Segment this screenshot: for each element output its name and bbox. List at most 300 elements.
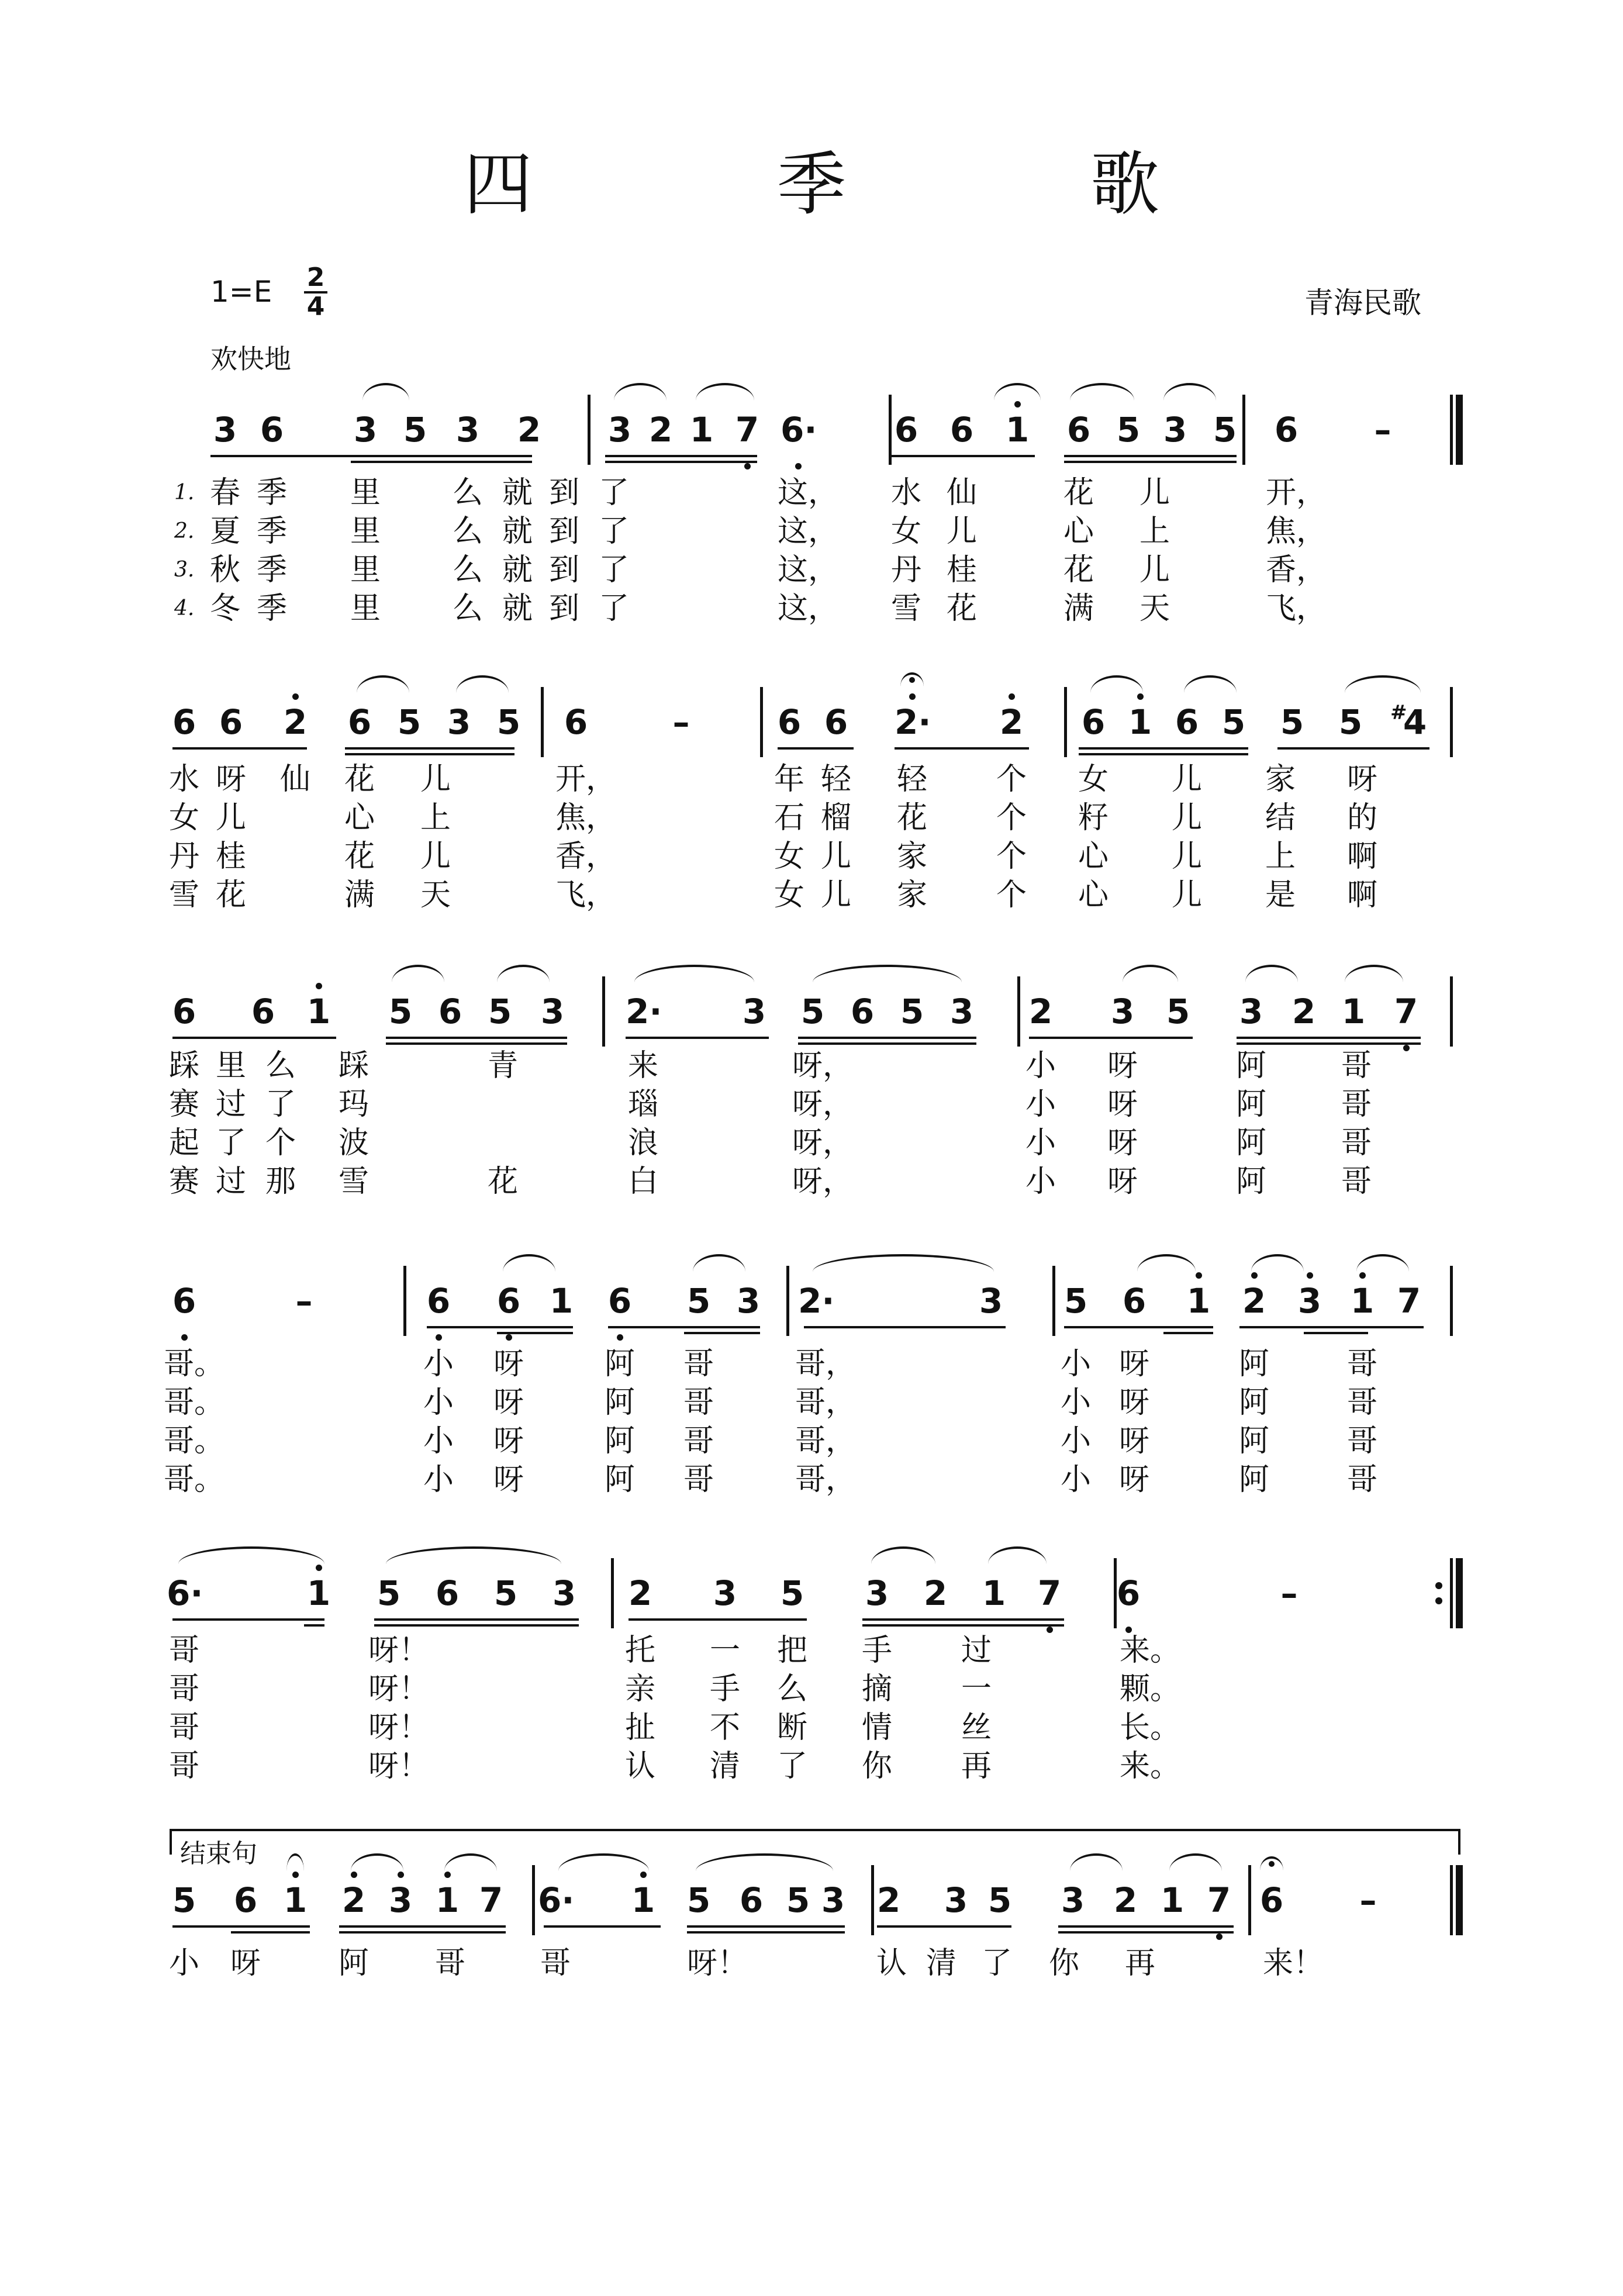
lyric-line (0, 1345, 1623, 1383)
lyric-char: 上 (1265, 839, 1296, 874)
octave-dot-above (1196, 1272, 1202, 1279)
beam-underline (172, 1925, 310, 1928)
lyric-char: 了 (981, 1946, 1012, 1981)
beam-underline (629, 1618, 807, 1621)
note: 6 (421, 1280, 456, 1321)
lyric-char: 呀！ (368, 1672, 430, 1707)
lyric-char: 里 (215, 1048, 246, 1083)
lyric-char: 阿 (604, 1346, 635, 1382)
lyric-char: 儿 (820, 839, 851, 874)
lyric-char: 丝 (961, 1710, 992, 1745)
lyric-char: 季 (256, 475, 287, 510)
note: 2· (626, 992, 662, 1031)
lyric-char: 上 (1139, 514, 1170, 549)
lyric-char: 了 (215, 1125, 246, 1161)
lyric-char: 花 (896, 800, 927, 835)
octave-dot-above (316, 983, 322, 989)
lyric-char: 这， (778, 553, 839, 588)
note: 5 (780, 1573, 804, 1613)
lyric-char: 女 (1078, 762, 1109, 797)
bar-line (1450, 976, 1453, 1047)
beam-underline (895, 747, 1029, 750)
octave-dot-above (1307, 1272, 1313, 1279)
note: 1 (1181, 1280, 1216, 1321)
lyric-char: 小 (1025, 1048, 1056, 1083)
lyric-char: 呀 (493, 1462, 524, 1497)
note: 5 (493, 1573, 518, 1613)
note: 5 (1063, 1281, 1088, 1321)
slur-arc (813, 1254, 994, 1272)
lyric-char: 花 (946, 591, 977, 626)
repeat-dot (1435, 1597, 1442, 1604)
lyric-char: 呀， (792, 1048, 854, 1083)
lyric-char: 秋 (209, 553, 240, 588)
note: 3 (455, 410, 480, 450)
slur-arc (693, 1254, 745, 1272)
note: 3 (1110, 992, 1135, 1031)
lyric-char: 波 (338, 1125, 369, 1161)
lyric-char: 手 (709, 1672, 740, 1707)
note: 6· (781, 409, 816, 450)
lyric-char: 把 (776, 1633, 807, 1668)
note: 6 (1111, 1573, 1146, 1614)
beam-underline-double (374, 1624, 579, 1627)
octave-dot-below (436, 1334, 442, 1341)
lyric-char: 青 (487, 1048, 518, 1083)
lyric-line (0, 760, 1623, 799)
octave-dot-above (1251, 1272, 1258, 1279)
lyric-char: 阿 (604, 1424, 635, 1459)
slur-arc (696, 1853, 833, 1871)
lyric-char: 哥 (683, 1346, 714, 1382)
note: 7 (1032, 1573, 1067, 1614)
beam-underline-double (386, 1042, 567, 1045)
note: 2 (517, 410, 541, 450)
lyric-char: 哥 (1346, 1346, 1377, 1382)
verse-number: 3. (174, 558, 195, 582)
octave-dot-above (292, 693, 299, 700)
beam-underline (1237, 1037, 1421, 1039)
beam-underline (862, 1618, 1064, 1621)
lyric-line (0, 512, 1623, 551)
beam-underline-double (1064, 461, 1237, 463)
lyric-char: 清 (709, 1749, 740, 1784)
beam-underline-double (687, 1931, 845, 1934)
note: 3 (1239, 992, 1263, 1031)
lyric-char: 么 (452, 475, 483, 510)
note: 6 (167, 1280, 202, 1321)
slur-arc (1090, 675, 1143, 693)
lyric-char: 哥， (795, 1424, 857, 1459)
beam-underline (427, 1326, 573, 1328)
slur-arc (1356, 1254, 1409, 1272)
note: 2 (876, 1880, 901, 1920)
note: 5 (1166, 992, 1190, 1031)
lyric-char: 阿 (1238, 1424, 1269, 1459)
beam-underline (544, 1925, 661, 1928)
key-signature: 1=E (210, 275, 272, 309)
lyric-char: 个 (265, 1125, 296, 1161)
beam-underline (877, 1925, 1011, 1928)
lyric-char: 儿 (215, 800, 246, 835)
lyric-char: 花 (1063, 475, 1094, 510)
lyric-char: 呀 (230, 1946, 261, 1981)
slur-arc (988, 1546, 1047, 1564)
note: 6· (538, 1880, 575, 1920)
note: 2 (1028, 992, 1053, 1031)
lyric-char: 结 (1265, 800, 1296, 835)
beam-underline-double (304, 1624, 324, 1627)
slur-arc (1137, 1254, 1196, 1272)
beam-underline-double (1058, 1931, 1234, 1934)
slur-arc (1184, 675, 1237, 693)
beam-underline-double (351, 461, 532, 463)
note: 6 (491, 1280, 526, 1321)
note: 6 (602, 1280, 637, 1321)
bar-line (760, 687, 763, 757)
beam-underline-double (1237, 1042, 1421, 1045)
note: 3 (944, 1880, 968, 1920)
lyric-char: 颗。 (1120, 1672, 1181, 1707)
lyric-char: 年 (773, 762, 804, 797)
lyric-char: 女 (773, 878, 804, 913)
lyric-char: 么 (452, 514, 483, 549)
note: 6 (172, 702, 196, 742)
lyric-char: 春 (209, 475, 240, 510)
bar-line (602, 976, 605, 1047)
lyric-char: 来。 (1120, 1633, 1181, 1668)
lyric-char: 小 (423, 1385, 454, 1420)
lyric-char: 雪 (168, 878, 199, 913)
lyric-char: 呀， (792, 1087, 854, 1122)
slur-arc (1345, 675, 1421, 693)
note: 5 (1116, 410, 1141, 450)
note: 1 (1341, 992, 1366, 1031)
bar-line (1114, 1558, 1117, 1628)
note: 6 (1274, 410, 1299, 450)
beam-underline (172, 1618, 324, 1621)
lyric-char: 雪 (338, 1164, 369, 1199)
lyric-line (0, 1047, 1623, 1085)
note: – (1374, 410, 1391, 450)
lyric-char: 来。 (1120, 1749, 1181, 1784)
slur-arc (351, 1853, 403, 1871)
lyric-char: 瑙 (627, 1087, 658, 1122)
lyric-char: 香， (555, 839, 617, 874)
lyric-char: 小 (1025, 1164, 1056, 1199)
lyric-char: 哥， (795, 1462, 857, 1497)
note: 1 (1000, 409, 1035, 450)
beam-underline-double (1163, 1332, 1213, 1334)
lyric-char: 呀 (1107, 1048, 1138, 1083)
lyric-char: 花 (487, 1164, 518, 1199)
lyric-char: 哥 (1346, 1462, 1377, 1497)
lyric-char: 过 (215, 1164, 246, 1199)
lyric-char: 这， (778, 475, 839, 510)
beam-underline (605, 455, 757, 457)
note: 3 (979, 1281, 1003, 1321)
lyric-char: 季 (256, 591, 287, 626)
lyric-line (0, 1670, 1623, 1708)
beam-underline (1064, 455, 1237, 457)
lyric-char: 哥， (795, 1346, 857, 1382)
lyric-char: 这， (778, 514, 839, 549)
note: 3 (552, 1573, 576, 1613)
bar-line (1017, 976, 1020, 1047)
slur-arc (696, 383, 754, 400)
octave-dot-above (1014, 401, 1021, 408)
lyric-char: 清 (926, 1946, 956, 1981)
lyric-char: 呀 (1118, 1462, 1149, 1497)
note: 1 (1160, 1880, 1185, 1920)
lyric-char: 哥。 (164, 1346, 225, 1382)
note: 1 (1123, 702, 1158, 743)
lyric-char: 啊 (1346, 839, 1377, 874)
lyric-line (0, 1944, 1623, 1983)
note: 3 (742, 992, 766, 1031)
lyric-char: 再 (1124, 1946, 1155, 1981)
lyric-char: 了 (598, 475, 629, 510)
lyric-char: 满 (344, 878, 375, 913)
note: 5 (686, 1281, 711, 1321)
beam-underline (386, 1037, 567, 1039)
lyric-char: 小 (423, 1462, 454, 1497)
slur-arc (813, 965, 962, 982)
note: 6 (824, 702, 848, 742)
note: 3 (607, 410, 632, 450)
lyric-char: 个 (996, 878, 1027, 913)
lyric-line (0, 1162, 1623, 1201)
note: 3 (736, 1281, 761, 1321)
note: 1 (689, 410, 714, 450)
bar-line (1450, 1266, 1453, 1336)
lyric-char: 阿 (1235, 1087, 1266, 1122)
lyric-char: 呀 (1118, 1346, 1149, 1382)
lyric-char: 手 (861, 1633, 892, 1668)
lyric-char: 啊 (1346, 878, 1377, 913)
note: 6 (435, 1573, 460, 1613)
bar-line (1242, 395, 1245, 465)
note: 5 (987, 1880, 1012, 1920)
lyric-char: 了 (265, 1087, 296, 1122)
lyric-char: 到 (548, 591, 579, 626)
verse-number: 4. (174, 596, 195, 620)
lyric-char: 家 (896, 839, 927, 874)
beam-underline (345, 747, 514, 750)
lyric-char: 摘 (861, 1672, 892, 1707)
lyric-char: 就 (502, 553, 533, 588)
lyric-char: 小 (1025, 1125, 1056, 1161)
beam-underline (210, 455, 532, 457)
note: 6 (347, 702, 372, 742)
lyric-char: 呀 (1118, 1385, 1149, 1420)
octave-dot-below (506, 1334, 512, 1341)
note: 7 (730, 409, 765, 450)
lyric-char: 哥 (434, 1946, 465, 1981)
note: 3 (1292, 1280, 1327, 1321)
lyric-char: 赛 (168, 1087, 199, 1122)
lyric-char: 浪 (627, 1125, 658, 1161)
lyric-char: 了 (598, 591, 629, 626)
final-bar-line (1456, 395, 1463, 465)
octave-dot-above (292, 1872, 299, 1878)
slur-arc (1070, 383, 1134, 400)
note: 2 (1113, 1880, 1138, 1920)
lyric-char: 桂 (946, 553, 977, 588)
octave-dot-above (444, 1872, 451, 1878)
lyric-char: 阿 (1235, 1048, 1266, 1083)
octave-dot-above (1359, 1272, 1366, 1279)
octave-dot-below (795, 463, 802, 469)
lyric-char: 季 (256, 553, 287, 588)
lyric-char: 哥 (1341, 1125, 1372, 1161)
bar-line (611, 1558, 614, 1628)
lyric-char: 丹 (890, 553, 921, 588)
note: 6 (1122, 1281, 1147, 1321)
slur-arc (444, 1853, 497, 1871)
lyric-char: 呀！ (368, 1710, 430, 1745)
note: 5 (1213, 410, 1237, 450)
coda-label: 结束句 (180, 1839, 257, 1869)
lyric-char: 呀， (792, 1125, 854, 1161)
lyric-char: 个 (996, 839, 1027, 874)
note: 6 (251, 992, 275, 1031)
slur-arc (994, 383, 1041, 400)
lyric-char: 花 (215, 878, 246, 913)
slur-arc (614, 383, 667, 400)
lyric-char: 了 (598, 553, 629, 588)
slur-arc (286, 1853, 304, 1871)
note: 5 (686, 1880, 711, 1920)
beam-underline-double (798, 1042, 976, 1045)
lyric-line (0, 1631, 1623, 1670)
note: 5 (388, 992, 413, 1031)
lyric-char: 儿 (1171, 878, 1202, 913)
verse-number: 1. (174, 481, 195, 505)
note: 1 (549, 1281, 574, 1321)
note: 3 (383, 1880, 418, 1921)
note: 5 (786, 1880, 810, 1920)
note: 5 (377, 1573, 401, 1613)
note: 6 (260, 410, 284, 450)
time-signature (304, 264, 327, 320)
note: 2 (336, 1880, 371, 1921)
lyric-char: 哥 (683, 1424, 714, 1459)
lyric-line (0, 474, 1623, 512)
lyric-char: 不 (709, 1710, 740, 1745)
lyric-char: 籽 (1078, 800, 1109, 835)
slur-arc (386, 1546, 561, 1564)
note: 6· (167, 1573, 203, 1613)
note: 3 (1061, 1880, 1085, 1920)
note: 1 (301, 1573, 336, 1614)
fermata (1260, 1856, 1283, 1870)
song-source: 青海民歌 (1304, 286, 1421, 320)
lyric-char: 到 (548, 553, 579, 588)
note: 2 (923, 1573, 948, 1613)
bar-line (588, 395, 591, 465)
lyric-line (0, 1383, 1623, 1422)
note: 2 (278, 702, 313, 743)
coda-bracket (170, 1829, 1460, 1869)
lyric-char: 过 (961, 1633, 992, 1668)
lyric-char: 里 (350, 514, 381, 549)
lyric-char: 玛 (338, 1087, 369, 1122)
lyric-char: 呀 (1107, 1087, 1138, 1122)
slur-arc (178, 1546, 324, 1564)
lyric-char: 家 (896, 878, 927, 913)
note: 6 (1081, 702, 1106, 742)
slur-arc (503, 1254, 555, 1272)
note: 3 (713, 1573, 737, 1613)
lyric-char: 阿 (1238, 1385, 1269, 1420)
octave-dot-above (909, 693, 916, 700)
bar-line (1052, 1266, 1055, 1336)
note: 2· (895, 702, 930, 743)
note: 6 (1175, 702, 1199, 742)
note: 6 (739, 1880, 764, 1920)
lyric-line (0, 551, 1623, 589)
final-bar-line (1456, 1558, 1463, 1628)
note: – (672, 702, 690, 742)
lyric-char: 儿 (1139, 475, 1170, 510)
tempo-marking: 欢快地 (210, 343, 291, 375)
time-signature-top: 2 (306, 263, 325, 292)
lyric-line (0, 1085, 1623, 1124)
note: 2 (648, 410, 673, 450)
note: 5 (1338, 702, 1363, 742)
lyric-char: 呀！ (687, 1946, 748, 1981)
note: 6 (894, 410, 918, 450)
lyric-char: 踩 (338, 1048, 369, 1083)
lyric-char: 水 (168, 762, 199, 797)
lyric-char: 哥， (795, 1385, 857, 1420)
lyric-char: 小 (1060, 1424, 1091, 1459)
lyric-char: 心 (1078, 839, 1109, 874)
beam-underline (1058, 1925, 1234, 1928)
note: 3 (949, 992, 974, 1031)
lyric-char: 一 (709, 1633, 740, 1668)
octave-dot-below (617, 1334, 623, 1341)
lyric-char: 呀， (792, 1164, 854, 1199)
note: 7 (479, 1880, 503, 1920)
accidental-sharp: # (1390, 701, 1407, 724)
lyric-char: 夏 (209, 514, 240, 549)
lyric-char: 里 (350, 475, 381, 510)
lyric-char: 阿 (1238, 1462, 1269, 1497)
lyric-char: 阿 (1238, 1346, 1269, 1382)
lyric-char: 认 (624, 1749, 655, 1784)
note: 6 (777, 702, 802, 742)
lyric-char: 么 (776, 1672, 807, 1707)
lyric-char: 小 (1060, 1346, 1091, 1382)
note: 2· (798, 1281, 835, 1321)
lyric-char: 的 (1346, 800, 1377, 835)
lyric-char: 是 (1265, 878, 1296, 913)
note: 1 (430, 1880, 465, 1921)
lyric-char: 天 (1139, 591, 1170, 626)
lyric-char: 女 (773, 839, 804, 874)
lyric-line (0, 1747, 1623, 1786)
beam-underline-double (339, 1931, 506, 1934)
beam-underline-double (684, 1332, 760, 1334)
lyric-char: 来！ (1263, 1946, 1324, 1981)
lyric-char: 阿 (604, 1462, 635, 1497)
repeat-dot (1435, 1582, 1442, 1589)
note: 5 (172, 1880, 196, 1920)
bar-line (786, 1266, 789, 1336)
lyric-char: 轻 (896, 762, 927, 797)
